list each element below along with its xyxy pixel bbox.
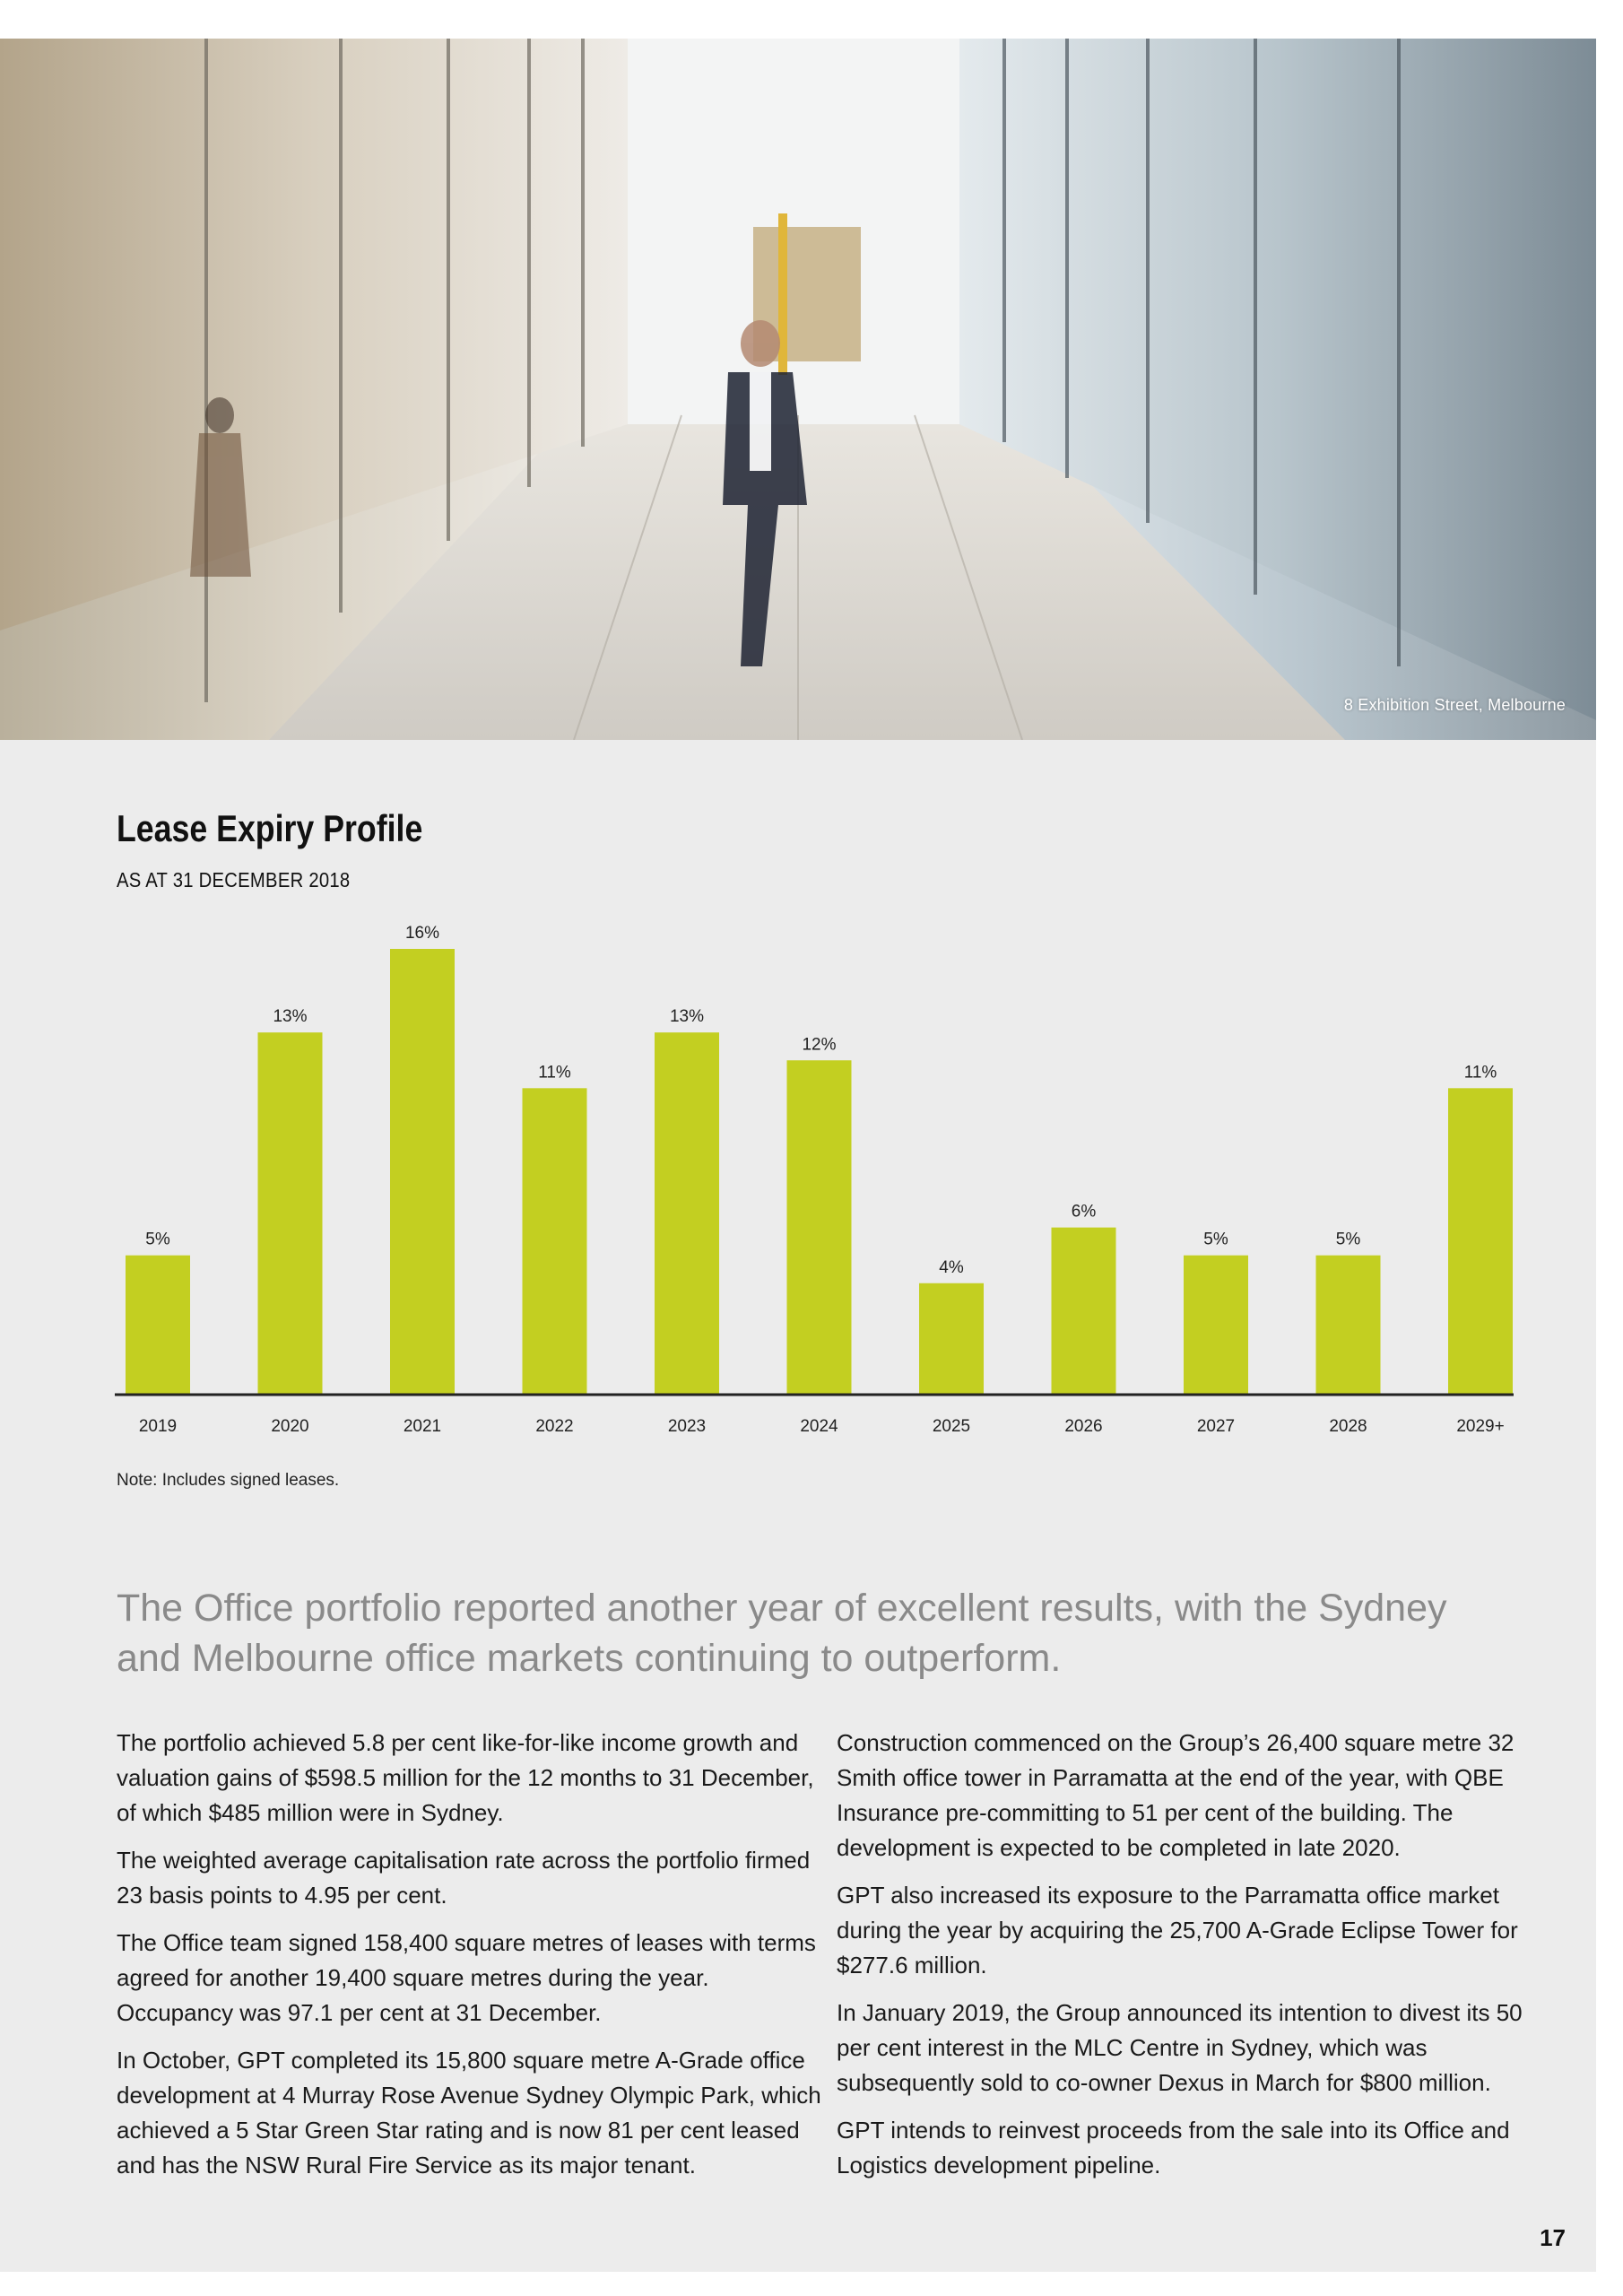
chart-bar-2022: [523, 1088, 587, 1395]
chart-data-label: 13%: [669, 1007, 705, 1027]
chart-bar-2024: [787, 1060, 852, 1395]
chart-bar-2026: [1052, 1228, 1116, 1395]
chart-x-tick-label: 2028: [1329, 1417, 1367, 1436]
right-paragraph: GPT also increased its exposure to the Parramatta office market during the year by acquiring the 25,700 A-Grade Eclipse Tower for $277.6 million.: [837, 1882, 1518, 1979]
chart-x-tick-label: 2029+: [1456, 1417, 1505, 1436]
chart-bar-2028: [1316, 1256, 1381, 1395]
chart-x-tick-label: 2023: [667, 1417, 707, 1436]
chart-x-tick-label: 2026: [1064, 1417, 1103, 1436]
intro-statement: The Office portfolio reported another year of excellent results, with the Sydney and Melbourne office markets continuing to outperform.: [117, 1587, 1447, 1680]
right-column: [837, 1726, 1545, 2196]
chart-bar-2019: [126, 1256, 190, 1395]
page-number: 17: [1540, 2224, 1566, 2251]
left-column: [117, 1726, 825, 2196]
chart-bar-2020: [258, 1032, 323, 1395]
chart-note: Note: Includes signed leases.: [117, 1471, 340, 1490]
chart-x-tick-label: 2021: [403, 1417, 442, 1436]
chart-bar-2025: [919, 1283, 984, 1395]
chart-bar-2027: [1184, 1256, 1248, 1395]
chart-data-label: 13%: [273, 1007, 308, 1027]
chart-data-label: 4%: [939, 1257, 964, 1277]
chart-bars: [126, 924, 1513, 1436]
chart-x-tick-label: 2025: [932, 1417, 971, 1436]
chart-data-label: 11%: [538, 1063, 571, 1083]
right-paragraph: GPT intends to reinvest proceeds from the sale into its Office and Logistics development pipeline.: [837, 2117, 1510, 2179]
chart-bar-2023: [655, 1032, 719, 1395]
chart-data-label: 12%: [802, 1035, 837, 1055]
chart-bar-2021: [390, 949, 455, 1395]
chart-x-tick-label: 2024: [800, 1417, 838, 1436]
photo-caption: 8 Exhibition Street, Melbourne: [1343, 696, 1566, 714]
left-paragraph: The weighted average capitalisation rate across the portfolio firmed 23 basis points to 4.95 per cent.: [117, 1847, 811, 1909]
chart-x-tick-label: 2020: [271, 1417, 309, 1436]
chart-bar-2029+: [1448, 1088, 1513, 1395]
chart-data-label: 5%: [1203, 1230, 1228, 1249]
chart-data-label: 5%: [1335, 1230, 1361, 1249]
chart-data-label: 6%: [1071, 1202, 1097, 1222]
chart-data-label: 5%: [145, 1230, 170, 1249]
chart-x-tick-label: 2027: [1196, 1417, 1236, 1436]
chart-data-label: 11%: [1463, 1063, 1497, 1083]
left-paragraph: In October, GPT completed its 15,800 square metre A-Grade office development at 4 Murray Rose Avenue Sydney Olympic Park, which achieved a 5 Star Green Star rating and is now 81 per cent leased and has the NSW Rural Fire Service as its major tenant.: [117, 2047, 821, 2179]
chart-x-tick-label: 2022: [535, 1417, 574, 1436]
chart-x-tick-label: 2019: [138, 1417, 178, 1436]
chart-title: Lease Expiry Profile: [117, 807, 423, 849]
right-paragraph: In January 2019, the Group announced its intention to divest its 50 per cent interest in the MLC Centre in Sydney, which was subsequently sold to co-owner Dexus in March for $800 million.: [837, 1999, 1523, 2096]
chart-data-label: 16%: [404, 924, 440, 943]
right-paragraph: Construction commenced on the Group’s 26,400 square metre 32 Smith office tower in Parramatta at the end of the year, with QBE Insurance pre-committing to 51 per cent of the building. The development is expected to be completed in late 2020.: [837, 1729, 1515, 1861]
left-paragraph: The Office team signed 158,400 square metres of leases with terms agreed for another 19,400 square metres during the year. Occupancy was 97.1 per cent at 31 December.: [117, 1929, 816, 2026]
chart-subtitle: AS AT 31 DECEMBER 2018: [117, 868, 351, 891]
left-paragraph: The portfolio achieved 5.8 per cent like-for-like income growth and valuation gains of $598.5 million for the 12 months to 31 December, of which $485 million were in Sydney.: [117, 1729, 814, 1826]
